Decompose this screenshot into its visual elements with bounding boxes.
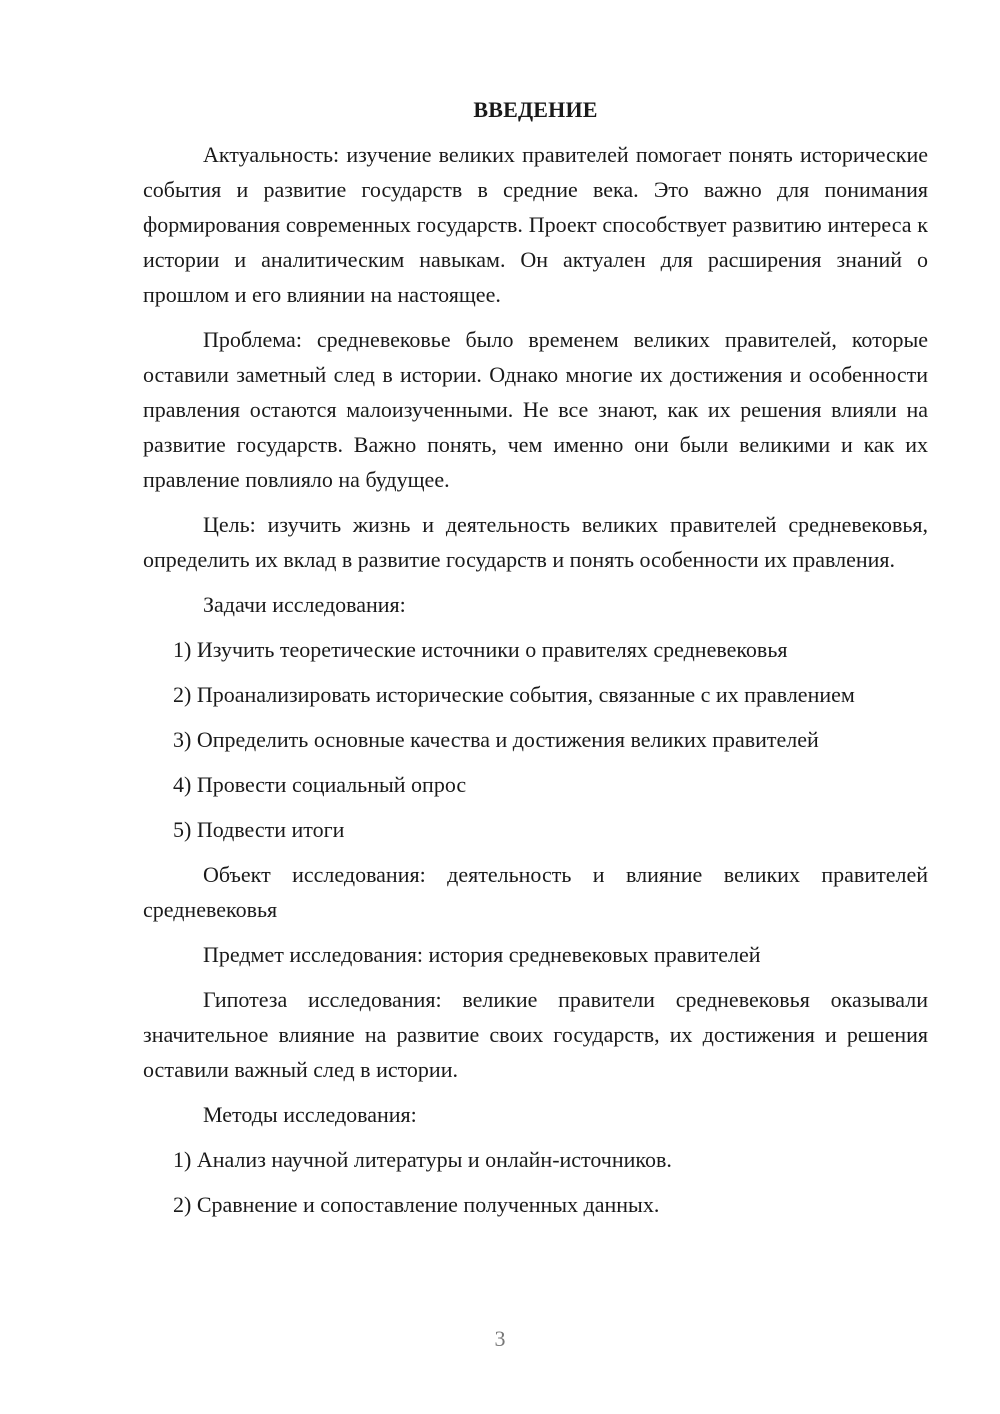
- task-item-5: 5) Подвести итоги: [173, 817, 345, 842]
- problem-paragraph: Проблема: средневековье было временем великих правителей, которые оставили заметный след в истории. Однако многие их достижения и особенности правления остаются малоизученными. Не все знают, как их решения влияли на развитие государств. Важно понять, чем именно они были великими и как их правление повлияло на будущее.: [143, 327, 928, 492]
- task-item-4: 4) Провести социальный опрос: [173, 772, 467, 797]
- tasks-heading: Задачи исследования:: [203, 592, 406, 617]
- goal-paragraph: Цель: изучить жизнь и деятельность великих правителей средневековья, определить их вклад в развитие государств и понять особенности их правления.: [143, 512, 928, 572]
- section-title: ВВЕДЕНИЕ: [473, 97, 598, 122]
- task-item-3: 3) Определить основные качества и достижения великих правителей: [173, 727, 819, 752]
- document-page: [143, 92, 928, 1232]
- hypothesis-paragraph: Гипотеза исследования: великие правители средневековья оказывали значительное влияние на развитие своих государств, их достижения и решения оставили важный след в истории.: [143, 987, 928, 1082]
- page-number: 3: [494, 1326, 506, 1351]
- object-paragraph: Объект исследования: деятельность и влияние великих правителей средневековья: [143, 862, 928, 922]
- subject-paragraph: Предмет исследования: история средневековых правителей: [203, 942, 761, 967]
- relevance-paragraph: Актуальность: изучение великих правителей помогает понять исторические события и развитие государств в средние века. Это важно для понимания формирования современных государств. Проект способствует развитию интереса к истории и аналитическим навыкам. Он актуален для расширения знаний о прошлом и его влиянии на настоящее.: [143, 142, 928, 307]
- method-item-2: 2) Сравнение и сопоставление полученных данных.: [173, 1192, 660, 1217]
- method-item-1: 1) Анализ научной литературы и онлайн-источников.: [173, 1147, 672, 1172]
- methods-heading: Методы исследования:: [203, 1102, 417, 1127]
- task-item-1: 1) Изучить теоретические источники о правителях средневековья: [173, 637, 788, 662]
- task-item-2: 2) Проанализировать исторические события, связанные с их правлением: [173, 682, 855, 707]
